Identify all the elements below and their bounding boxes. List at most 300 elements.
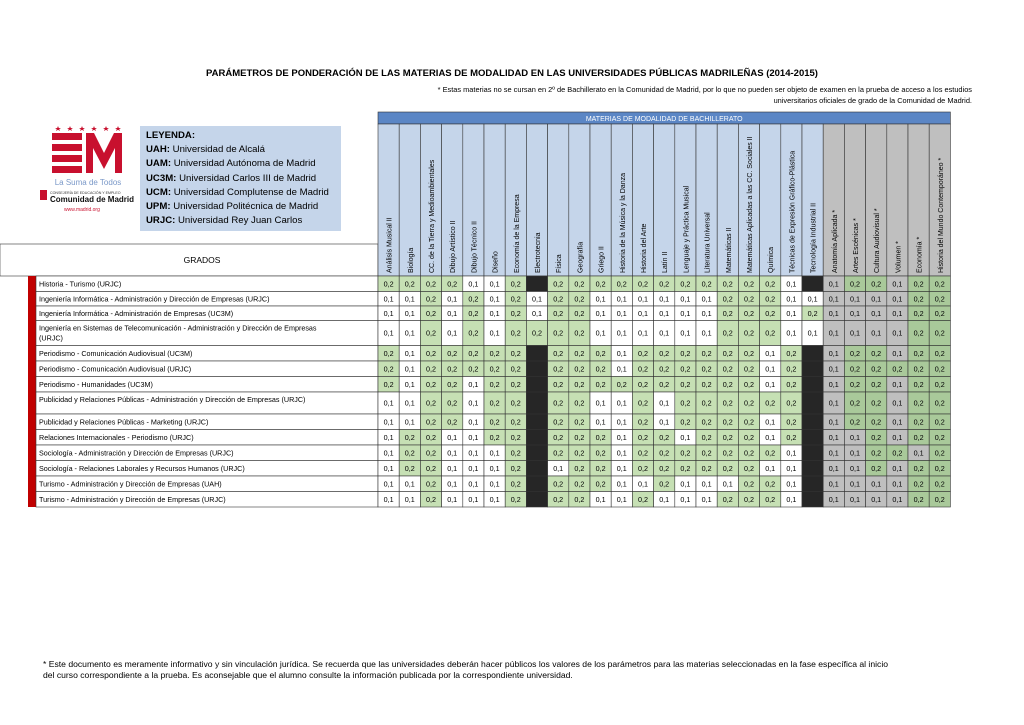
legend-item: URJC: Universidad Rey Juan Carlos <box>146 215 303 227</box>
value-label: 0,2 <box>786 432 797 442</box>
value-label: 0,2 <box>383 364 394 374</box>
value-label: 0,2 <box>404 463 415 473</box>
value-label: 0,2 <box>510 348 521 358</box>
value-label: 0,2 <box>574 328 585 338</box>
value-label: 0,1 <box>638 308 648 318</box>
value-cell <box>802 430 823 446</box>
value-label: 0,2 <box>426 379 436 389</box>
value-label: 0,2 <box>553 308 564 318</box>
logo-tagline: La Suma de Todos <box>54 178 122 187</box>
value-label: 0,1 <box>765 417 776 427</box>
row-label: Turismo - Administración y Dirección de Empresas (UAH) <box>39 479 222 489</box>
note-line-1: * Estas materias no se cursan en 2º de Bachillerato en la Comunidad de Madrid, por lo que no pueden ser objeto de examen en la prueba de acceso a los estudios <box>437 85 972 94</box>
value-label: 0,1 <box>680 432 691 442</box>
value-label: 0,1 <box>659 398 670 408</box>
value-label: 0,1 <box>892 348 903 358</box>
value-label: 0,2 <box>468 308 479 318</box>
value-label: 0,1 <box>404 294 415 304</box>
column-header-label: Latín II <box>662 251 670 273</box>
value-label: 0,1 <box>616 328 627 338</box>
row-label: Relaciones Internacionales - Periodismo (URJC) <box>39 432 194 442</box>
legend-item: UAM: Universidad Autónoma de Madrid <box>146 158 316 170</box>
column-header-label: Diseño <box>492 251 500 273</box>
value-label: 0,1 <box>807 294 818 304</box>
column-header-label: Lenguaje y Práctica Musical <box>683 185 691 273</box>
row-label: Sociología - Administración y Dirección de Empresas (URJC) <box>39 448 234 458</box>
row-label: Publicidad y Relaciones Públicas - Administración y Dirección de Empresas (URJC) <box>39 395 306 404</box>
value-label: 0,2 <box>638 379 648 389</box>
value-label: 0,2 <box>934 279 945 289</box>
group-header-label: MATERIAS DE MODALIDAD DE BACHILLERATO <box>585 116 743 123</box>
value-label: 0,1 <box>786 328 797 338</box>
value-label: 0,2 <box>913 294 924 304</box>
column-header-label: Economía * <box>916 236 924 273</box>
column-header-label: Volumen * <box>895 241 903 273</box>
value-label: 0,2 <box>850 364 860 374</box>
value-label: 0,2 <box>934 364 945 374</box>
value-label: 0,1 <box>659 417 670 427</box>
value-label: 0,2 <box>701 417 712 427</box>
value-label: 0,1 <box>828 432 839 442</box>
value-label: 0,1 <box>871 294 882 304</box>
value-label: 0,2 <box>574 279 585 289</box>
value-label: 0,2 <box>574 494 585 504</box>
value-label: 0,1 <box>680 479 691 489</box>
value-label: 0,1 <box>532 308 542 318</box>
value-label: 0,1 <box>828 328 839 338</box>
value-label: 0,2 <box>553 328 564 338</box>
value-cell <box>526 276 547 292</box>
value-label: 0,2 <box>510 479 521 489</box>
column-header-label: Técnicas de Expresión Gráfico-Plástica <box>789 150 797 273</box>
value-label: 0,2 <box>934 398 945 408</box>
value-cell <box>526 445 547 461</box>
row-label: Historia - Turismo (URJC) <box>39 279 122 289</box>
grados-header-label: GRADOS <box>183 255 221 265</box>
value-label: 0,2 <box>595 348 606 358</box>
footer-line-1: * Este documento es meramente informativo y sin vinculación jurídica. Se recuerda que las universidades deberán hacer públicos los valores de los parámetros para las materias seleccionadas en la fase específica al inicio <box>43 659 889 669</box>
value-label: 0,1 <box>850 448 860 458</box>
value-label: 0,2 <box>913 494 924 504</box>
value-label: 0,1 <box>722 479 733 489</box>
value-label: 0,1 <box>468 463 479 473</box>
value-label: 0,1 <box>871 479 882 489</box>
value-label: 0,2 <box>659 448 670 458</box>
note-line-2: universitarios oficiales de grado de la Comunidad de Madrid. <box>773 96 972 105</box>
value-label: 0,1 <box>404 417 415 427</box>
value-label: 0,1 <box>828 364 839 374</box>
value-label: 0,2 <box>510 463 521 473</box>
value-label: 0,2 <box>595 479 606 489</box>
value-label: 0,2 <box>744 364 754 374</box>
value-label: 0,2 <box>701 463 712 473</box>
value-label: 0,1 <box>489 308 500 318</box>
value-label: 0,1 <box>383 417 394 427</box>
value-label: 0,1 <box>616 432 627 442</box>
value-label: 0,2 <box>680 348 691 358</box>
value-label: 0,2 <box>913 379 924 389</box>
column-header-label: Dibujo Técnico II <box>471 220 479 273</box>
value-label: 0,2 <box>722 279 733 289</box>
value-label: 0,2 <box>701 379 712 389</box>
value-label: 0,2 <box>553 417 564 427</box>
value-label: 0,1 <box>553 463 564 473</box>
value-label: 0,1 <box>383 432 394 442</box>
value-label: 0,2 <box>744 479 754 489</box>
value-label: 0,1 <box>871 494 882 504</box>
value-label: 0,1 <box>892 308 903 318</box>
column-header-label: Química <box>768 246 776 273</box>
value-label: 0,2 <box>426 279 436 289</box>
value-label: 0,2 <box>595 448 606 458</box>
value-label: 0,2 <box>722 308 733 318</box>
value-label: 0,2 <box>383 279 394 289</box>
value-label: 0,2 <box>934 348 945 358</box>
value-label: 0,2 <box>510 417 521 427</box>
value-label: 0,1 <box>850 432 860 442</box>
value-label: 0,2 <box>616 279 627 289</box>
value-label: 0,1 <box>786 294 797 304</box>
value-label: 0,2 <box>426 479 436 489</box>
value-label: 0,2 <box>659 432 670 442</box>
column-header-label: Geografía <box>577 241 585 273</box>
value-label: 0,2 <box>786 348 797 358</box>
column-header-label: Artes Escénicas * <box>853 218 860 273</box>
value-label: 0,2 <box>638 348 648 358</box>
value-label: 0,1 <box>383 294 394 304</box>
value-label: 0,1 <box>595 398 606 408</box>
value-label: 0,1 <box>383 494 394 504</box>
value-label: 0,1 <box>828 348 839 358</box>
value-label: 0,1 <box>659 494 670 504</box>
value-label: 0,2 <box>765 479 776 489</box>
value-label: 0,2 <box>659 348 670 358</box>
value-label: 0,2 <box>489 348 500 358</box>
value-label: 0,1 <box>616 494 627 504</box>
value-label: 0,2 <box>574 379 585 389</box>
value-label: 0,2 <box>510 279 521 289</box>
value-label: 0,2 <box>426 417 436 427</box>
value-label: 0,2 <box>574 432 585 442</box>
value-label: 0,1 <box>468 398 479 408</box>
value-label: 0,2 <box>892 448 903 458</box>
value-label: 0,2 <box>722 328 733 338</box>
value-label: 0,1 <box>680 308 691 318</box>
value-label: 0,2 <box>765 294 776 304</box>
value-label: 0,2 <box>913 348 924 358</box>
value-label: 0,1 <box>701 308 712 318</box>
value-label: 0,1 <box>892 417 903 427</box>
value-label: 0,1 <box>404 379 415 389</box>
value-label: 0,2 <box>701 364 712 374</box>
value-label: 0,1 <box>828 279 839 289</box>
value-label: 0,1 <box>786 308 797 318</box>
value-label: 0,1 <box>595 417 606 427</box>
value-label: 0,1 <box>404 364 415 374</box>
value-label: 0,2 <box>913 364 924 374</box>
value-label: 0,2 <box>574 463 585 473</box>
value-label: 0,2 <box>447 398 458 408</box>
value-label: 0,1 <box>892 494 903 504</box>
value-label: 0,2 <box>871 279 882 289</box>
value-label: 0,2 <box>574 448 585 458</box>
value-label: 0,2 <box>468 348 479 358</box>
value-label: 0,2 <box>426 494 436 504</box>
value-label: 0,2 <box>489 379 500 389</box>
value-cell <box>802 377 823 393</box>
value-label: 0,1 <box>828 379 839 389</box>
row-label: Turismo - Administración y Dirección de Empresas (URJC) <box>39 494 226 504</box>
value-cell <box>526 361 547 377</box>
value-label: 0,2 <box>934 432 945 442</box>
column-header-label: Análisis Musical II <box>386 217 394 273</box>
value-label: 0,1 <box>383 398 394 408</box>
value-label: 0,1 <box>850 479 860 489</box>
value-label: 0,1 <box>383 328 394 338</box>
value-label: 0,1 <box>616 398 627 408</box>
value-label: 0,2 <box>638 279 648 289</box>
value-label: 0,1 <box>850 294 860 304</box>
value-label: 0,1 <box>638 328 648 338</box>
value-label: 0,2 <box>850 398 860 408</box>
value-label: 0,2 <box>595 379 606 389</box>
value-label: 0,2 <box>489 364 500 374</box>
value-label: 0,2 <box>722 417 733 427</box>
value-cell <box>526 492 547 508</box>
value-label: 0,1 <box>807 328 818 338</box>
value-label: 0,2 <box>850 417 860 427</box>
value-label: 0,2 <box>404 279 415 289</box>
value-label: 0,2 <box>744 328 754 338</box>
value-label: 0,2 <box>383 379 394 389</box>
column-header-label: Griego II <box>598 246 606 273</box>
value-label: 0,1 <box>892 398 903 408</box>
column-header-label: Dibujo Artístico II <box>450 220 458 273</box>
value-label: 0,2 <box>680 279 691 289</box>
value-label: 0,2 <box>871 379 882 389</box>
value-label: 0,1 <box>468 379 479 389</box>
value-label: 0,2 <box>574 364 585 374</box>
column-header-label: Literatura Universal <box>704 212 712 273</box>
page-title: PARÁMETROS DE PONDERACIÓN DE LAS MATERIAS DE MODALIDAD EN LAS UNIVERSIDADES PÚBLICAS MADRILEÑAS (2014-2015) <box>206 68 818 79</box>
value-label: 0,2 <box>510 308 521 318</box>
value-label: 0,2 <box>744 432 754 442</box>
value-label: 0,1 <box>468 279 479 289</box>
value-cell <box>802 276 823 292</box>
value-label: 0,2 <box>701 398 712 408</box>
value-label: 0,2 <box>595 364 606 374</box>
column-header-label: Cultura Audiovisual * <box>874 208 882 273</box>
value-label: 0,1 <box>913 448 924 458</box>
value-label: 0,1 <box>447 432 458 442</box>
value-cell <box>802 414 823 430</box>
value-label: 0,2 <box>722 294 733 304</box>
value-label: 0,1 <box>489 463 500 473</box>
value-label: 0,1 <box>765 364 776 374</box>
value-label: 0,1 <box>383 463 394 473</box>
legend-title: LEYENDA: <box>146 130 196 141</box>
value-label: 0,2 <box>447 364 458 374</box>
value-label: 0,2 <box>765 448 776 458</box>
value-label: 0,2 <box>786 398 797 408</box>
value-label: 0,2 <box>871 432 882 442</box>
value-label: 0,1 <box>404 494 415 504</box>
value-label: 0,1 <box>786 448 797 458</box>
value-label: 0,1 <box>616 294 627 304</box>
value-label: 0,1 <box>447 294 458 304</box>
value-label: 0,2 <box>447 279 458 289</box>
row-label: Ingeniería Informática - Administración de Empresas (UC3M) <box>39 308 234 318</box>
value-label: 0,1 <box>616 448 627 458</box>
value-label: 0,1 <box>892 463 903 473</box>
logo-sub: CONSEJERÍA DE EDUCACIÓN Y EMPLEO <box>50 191 121 195</box>
value-label: 0,2 <box>659 279 670 289</box>
value-label: 0,2 <box>468 328 479 338</box>
value-label: 0,2 <box>786 417 797 427</box>
value-label: 0,2 <box>871 398 882 408</box>
value-label: 0,2 <box>510 294 521 304</box>
value-label: 0,1 <box>828 463 839 473</box>
value-cell <box>526 476 547 492</box>
value-label: 0,2 <box>659 463 670 473</box>
value-label: 0,2 <box>638 463 648 473</box>
value-label: 0,2 <box>722 494 733 504</box>
value-label: 0,2 <box>871 448 882 458</box>
value-label: 0,2 <box>913 463 924 473</box>
value-label: 0,2 <box>532 328 542 338</box>
value-label: 0,2 <box>913 398 924 408</box>
value-label: 0,1 <box>871 328 882 338</box>
value-label: 0,2 <box>553 279 564 289</box>
value-label: 0,2 <box>744 398 754 408</box>
value-cell <box>526 377 547 393</box>
value-label: 0,2 <box>447 417 458 427</box>
value-label: 0,2 <box>744 294 754 304</box>
column-header-label: Economía de la Empresa <box>513 194 521 273</box>
legend-item: UCM: Universidad Complutense de Madrid <box>146 186 329 198</box>
value-label: 0,2 <box>680 364 691 374</box>
value-label: 0,2 <box>786 364 797 374</box>
value-label: 0,2 <box>744 448 754 458</box>
footer-line-2: del curso correspondiente a la prueba. Es aconsejable que el alumno consulte la información publicada por la correspondiente universidad. <box>43 670 573 681</box>
value-label: 0,1 <box>489 479 500 489</box>
value-label: 0,2 <box>510 432 521 442</box>
value-label: 0,1 <box>616 348 627 358</box>
footer-note <box>43 659 983 682</box>
value-label: 0,2 <box>701 448 712 458</box>
value-label: 0,2 <box>680 398 691 408</box>
value-label: 0,2 <box>744 348 754 358</box>
value-cell <box>526 414 547 430</box>
value-label: 0,1 <box>638 479 648 489</box>
value-label: 0,2 <box>510 328 521 338</box>
value-label: 0,2 <box>765 308 776 318</box>
value-label: 0,1 <box>659 308 670 318</box>
value-label: 0,2 <box>447 348 458 358</box>
value-cell <box>802 461 823 477</box>
value-label: 0,1 <box>616 417 627 427</box>
value-label: 0,2 <box>426 294 436 304</box>
row-label: Periodismo - Comunicación Audiovisual (URJC) <box>39 364 192 374</box>
value-cell <box>802 492 823 508</box>
value-label: 0,2 <box>638 417 648 427</box>
value-label: 0,2 <box>934 479 945 489</box>
value-label: 0,2 <box>744 463 754 473</box>
value-label: 0,1 <box>701 479 712 489</box>
value-label: 0,2 <box>807 308 818 318</box>
value-label: 0,2 <box>934 379 945 389</box>
value-label: 0,2 <box>913 308 924 318</box>
value-label: 0,2 <box>426 348 436 358</box>
value-label: 0,1 <box>786 479 797 489</box>
value-label: 0,2 <box>383 348 394 358</box>
column-header-label: Anatomía Aplicada * <box>831 209 839 273</box>
column-header-label: Matemáticas II <box>725 227 733 273</box>
value-label: 0,1 <box>828 448 839 458</box>
value-label: 0,1 <box>828 479 839 489</box>
value-label: 0,2 <box>638 364 648 374</box>
value-label: 0,2 <box>426 364 436 374</box>
column-header-label: Biología <box>407 247 415 273</box>
value-cell <box>802 476 823 492</box>
value-label: 0,1 <box>447 494 458 504</box>
value-label: 0,2 <box>574 398 585 408</box>
value-label: 0,1 <box>680 294 691 304</box>
value-label: 0,2 <box>765 494 776 504</box>
value-label: 0,2 <box>892 364 903 374</box>
value-label: 0,2 <box>447 379 458 389</box>
value-label: 0,2 <box>744 379 754 389</box>
value-label: 0,2 <box>659 479 670 489</box>
value-label: 0,2 <box>871 348 882 358</box>
value-label: 0,1 <box>489 279 500 289</box>
value-label: 0,2 <box>468 294 479 304</box>
value-label: 0,1 <box>786 463 797 473</box>
value-label: 0,1 <box>489 328 500 338</box>
value-label: 0,1 <box>595 294 606 304</box>
value-label: 0,1 <box>404 308 415 318</box>
value-label: 0,2 <box>426 398 436 408</box>
value-label: 0,2 <box>934 294 945 304</box>
value-label: 0,2 <box>680 463 691 473</box>
value-label: 0,2 <box>426 432 436 442</box>
column-header-label: CC. de la Tierra y Medioambientales <box>429 159 436 273</box>
value-label: 0,1 <box>404 348 415 358</box>
value-label: 0,1 <box>892 294 903 304</box>
value-label: 0,2 <box>913 328 924 338</box>
column-header-label: Matemáticas Aplicadas a las CC. Sociales II <box>747 136 754 273</box>
row-label: Periodismo - Comunicación Audiovisual (UC3M) <box>39 348 193 358</box>
value-label: 0,1 <box>468 417 479 427</box>
value-label: 0,2 <box>722 398 733 408</box>
value-label: 0,2 <box>722 364 733 374</box>
value-label: 0,1 <box>638 294 648 304</box>
value-label: 0,1 <box>532 294 542 304</box>
row-label: Ingeniería Informática - Administración y Dirección de Empresas (URJC) <box>39 294 270 304</box>
value-label: 0,1 <box>468 479 479 489</box>
value-label: 0,2 <box>765 279 776 289</box>
value-label: 0,2 <box>616 379 627 389</box>
value-label: 0,1 <box>595 494 606 504</box>
value-label: 0,2 <box>638 398 648 408</box>
row-label: Ingeniería en Sistemas de Telecomunicación - Administración y Dirección de Empresas (URJC) <box>39 323 317 343</box>
value-label: 0,2 <box>553 479 564 489</box>
value-label: 0,2 <box>744 494 754 504</box>
value-label: 0,2 <box>913 417 924 427</box>
value-label: 0,2 <box>574 479 585 489</box>
value-label: 0,2 <box>426 308 436 318</box>
value-label: 0,2 <box>489 432 500 442</box>
